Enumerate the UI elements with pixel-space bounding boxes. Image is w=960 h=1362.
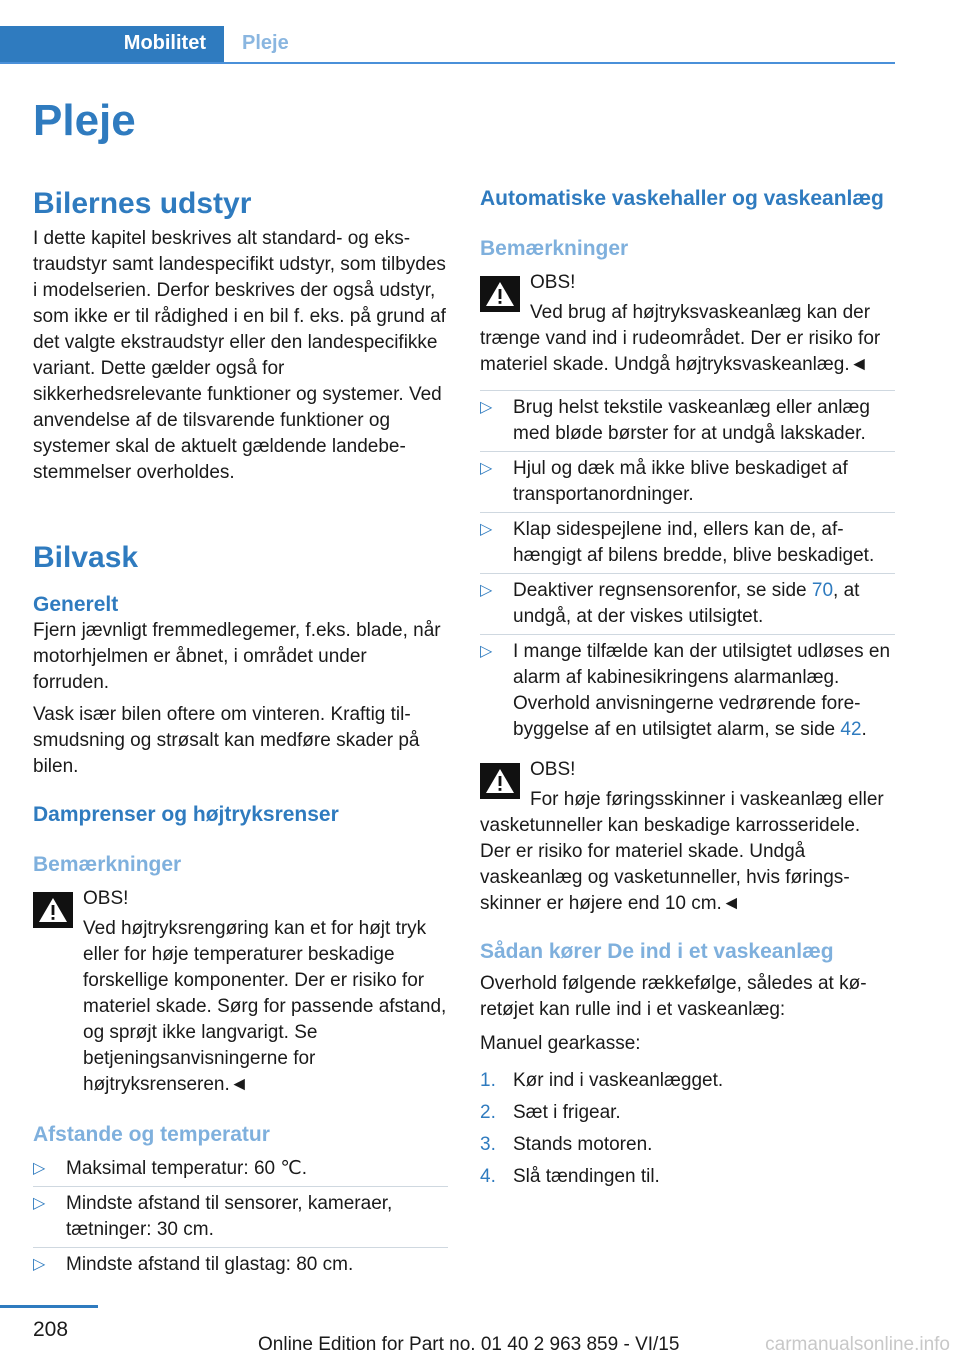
warning-box-right-1 <box>480 270 895 378</box>
warning-body-right-1: Ved brug af højtryksvaskeanlæg kan der trænge vand ind i rudeområdet. Der er risiko for materiel skade. Undgå højtryksvaskeanlæg.◄ <box>480 302 881 375</box>
list-item: ▷ Mindste afstand til glastag: 80 cm. <box>33 1248 448 1282</box>
edition-text: Online Edition for Part no. 01 40 2 963 859 - VI/15 <box>258 1334 680 1355</box>
paragraph-generelt-2: Vask især bilen oftere om vinteren. Kraftig tilsmudsning og strøsalt kan medføre skader på bilen. <box>33 704 420 777</box>
watermark: carmanualsonline.info <box>765 1334 950 1355</box>
numbered-steps <box>480 1065 895 1193</box>
warning-head-right-1: OBS! <box>530 272 576 293</box>
list-item: ▷ I mange tilfælde kan der utilsigtet udløses en alarm af kabinesikringens alarmanlæg. Overhold anvisningerne vedrørende forebyggelse af en utilsigtet alarm, se side 42. <box>480 641 891 740</box>
right-column <box>480 186 895 1193</box>
tab-mobilitet-label: Mobilitet <box>123 32 206 54</box>
heading-saadan-koerer: Sådan kører De ind i et vaskeanlæg <box>480 940 834 963</box>
page-link-42[interactable]: 42 <box>840 719 862 740</box>
warning-triangle-icon <box>480 276 520 312</box>
warning-box-left <box>33 886 448 1098</box>
heading-vaskehaller: Automatiske vaskehaller og vaskeanlæg <box>480 187 884 210</box>
page-link-70[interactable]: 70 <box>811 580 834 601</box>
warning-triangle-icon <box>480 763 520 799</box>
list-item: ▷ Maksimal temperatur: 60 ℃. <box>33 1152 448 1187</box>
list-item: ▷ Mindste afstand til sensorer, kameraer, tætninger: 30 cm. <box>33 1187 448 1248</box>
warning-box-right-2 <box>480 757 895 917</box>
warning-triangle-icon <box>33 892 73 928</box>
list-item: 2. Sæt i frigear. <box>480 1102 621 1123</box>
page-title: Pleje <box>33 96 136 145</box>
tab-pleje[interactable]: Pleje <box>242 32 289 54</box>
list-item: 3. Stands motoren. <box>480 1134 653 1155</box>
bullet-triangle-icon: ▷ <box>480 643 493 660</box>
list-item: ▷ Deaktiver regnsensorenfor, se side 70, at undgå, at der viskes utilsigtet. <box>480 574 895 635</box>
warning-body-left-first <box>33 916 448 1098</box>
page-number: 208 <box>33 1318 69 1341</box>
warning-body-left: Ved højtryksrengøring kan et for højt tryk eller for høje temperaturer beskadige forskellige komponenter. Der er risiko for materiel skade. Sørg for passende afstand, og sprøjt ikke langvarigt. Se betjeningsanvisningerne for højtryksrenseren.◄ <box>83 918 447 1095</box>
bullet-list-left <box>33 1152 448 1282</box>
bullet-triangle-icon: ▷ <box>480 521 493 538</box>
footer-rule <box>0 1305 98 1308</box>
heading-generelt: Generelt <box>33 593 119 616</box>
tab-mobilitet[interactable] <box>0 26 224 62</box>
bullet-triangle-icon: ▷ <box>33 1195 46 1212</box>
left-column <box>33 186 448 1282</box>
bullet-triangle-icon: ▷ <box>480 582 493 599</box>
warning-body-right-2: For høje føringsskinner i vaskeanlæg eller vasketunneller kan beskadige karrosseridele. Der er risiko for materiel skade. Undgå vaskeanlæg og vasketunneller, hvis føringsskinner er højere end 10 cm.◄ <box>480 789 884 914</box>
warning-head-left: OBS! <box>83 888 129 909</box>
heading-bemaerkninger-left: Bemærkninger <box>33 853 182 876</box>
heading-bemaerkninger-right: Bemærkninger <box>480 237 629 260</box>
list-item: 1. Kør ind i vaskeanlægget. <box>480 1070 724 1091</box>
heading-afstande: Afstande og temperatur <box>33 1123 270 1146</box>
heading-bilvask: Bilvask <box>33 541 139 574</box>
bullet-triangle-icon: ▷ <box>33 1160 46 1177</box>
list-item: ▷ Hjul og dæk må ikke blive beskadiget af transportanordninger. <box>480 452 895 513</box>
heading-bilernes-udstyr: Bilernes udstyr <box>33 187 252 220</box>
heading-damprenser: Damprenser og højtryksrenser <box>33 803 339 826</box>
paragraph-generelt-1: Fjern jævnligt fremmedlegemer, f.eks. blade, når motorhjelmen er åbnet, i området under forruden. <box>33 620 441 693</box>
warning-head-right-2: OBS! <box>530 759 576 780</box>
paragraph-raekkefoelge: Overhold følgende rækkefølge, således at køretøjet kan rulle ind i et vaskeanlæg: <box>480 973 867 1020</box>
list-item: ▷ Klap sidespejlene ind, ellers kan de, afhængigt af bilens bredde, blive beskadiget. <box>480 513 895 574</box>
bullet-triangle-icon: ▷ <box>33 1256 46 1273</box>
bullet-triangle-icon: ▷ <box>480 460 493 477</box>
paragraph-udstyr: I dette kapitel beskrives alt standard- og ekstraudstyr samt landespecifikt udstyr, som tilbydes i modelserien. Derfor beskrives der også udstyr, som ikke er til rådighed i en bil f. eks. på grund af det valgte ekstraudstyr eller den landespecifikke variant. Dette gælder også for sikkerhedsrelevante funktioner og systemer. Ved anvendelse af de tilsvarende funktioner og systemer skal de aktuelt gældende landebestemmelser overholdes. <box>33 228 446 483</box>
paragraph-manuel: Manuel gearkasse: <box>480 1033 641 1054</box>
list-item: ▷ Brug helst tekstile vaskeanlæg eller anlæg med bløde børster for at undgå lakskader. <box>480 391 895 452</box>
list-item: 4. Slå tændingen til. <box>480 1166 660 1187</box>
bullet-triangle-icon: ▷ <box>480 399 493 416</box>
bullet-list-right <box>480 390 895 747</box>
